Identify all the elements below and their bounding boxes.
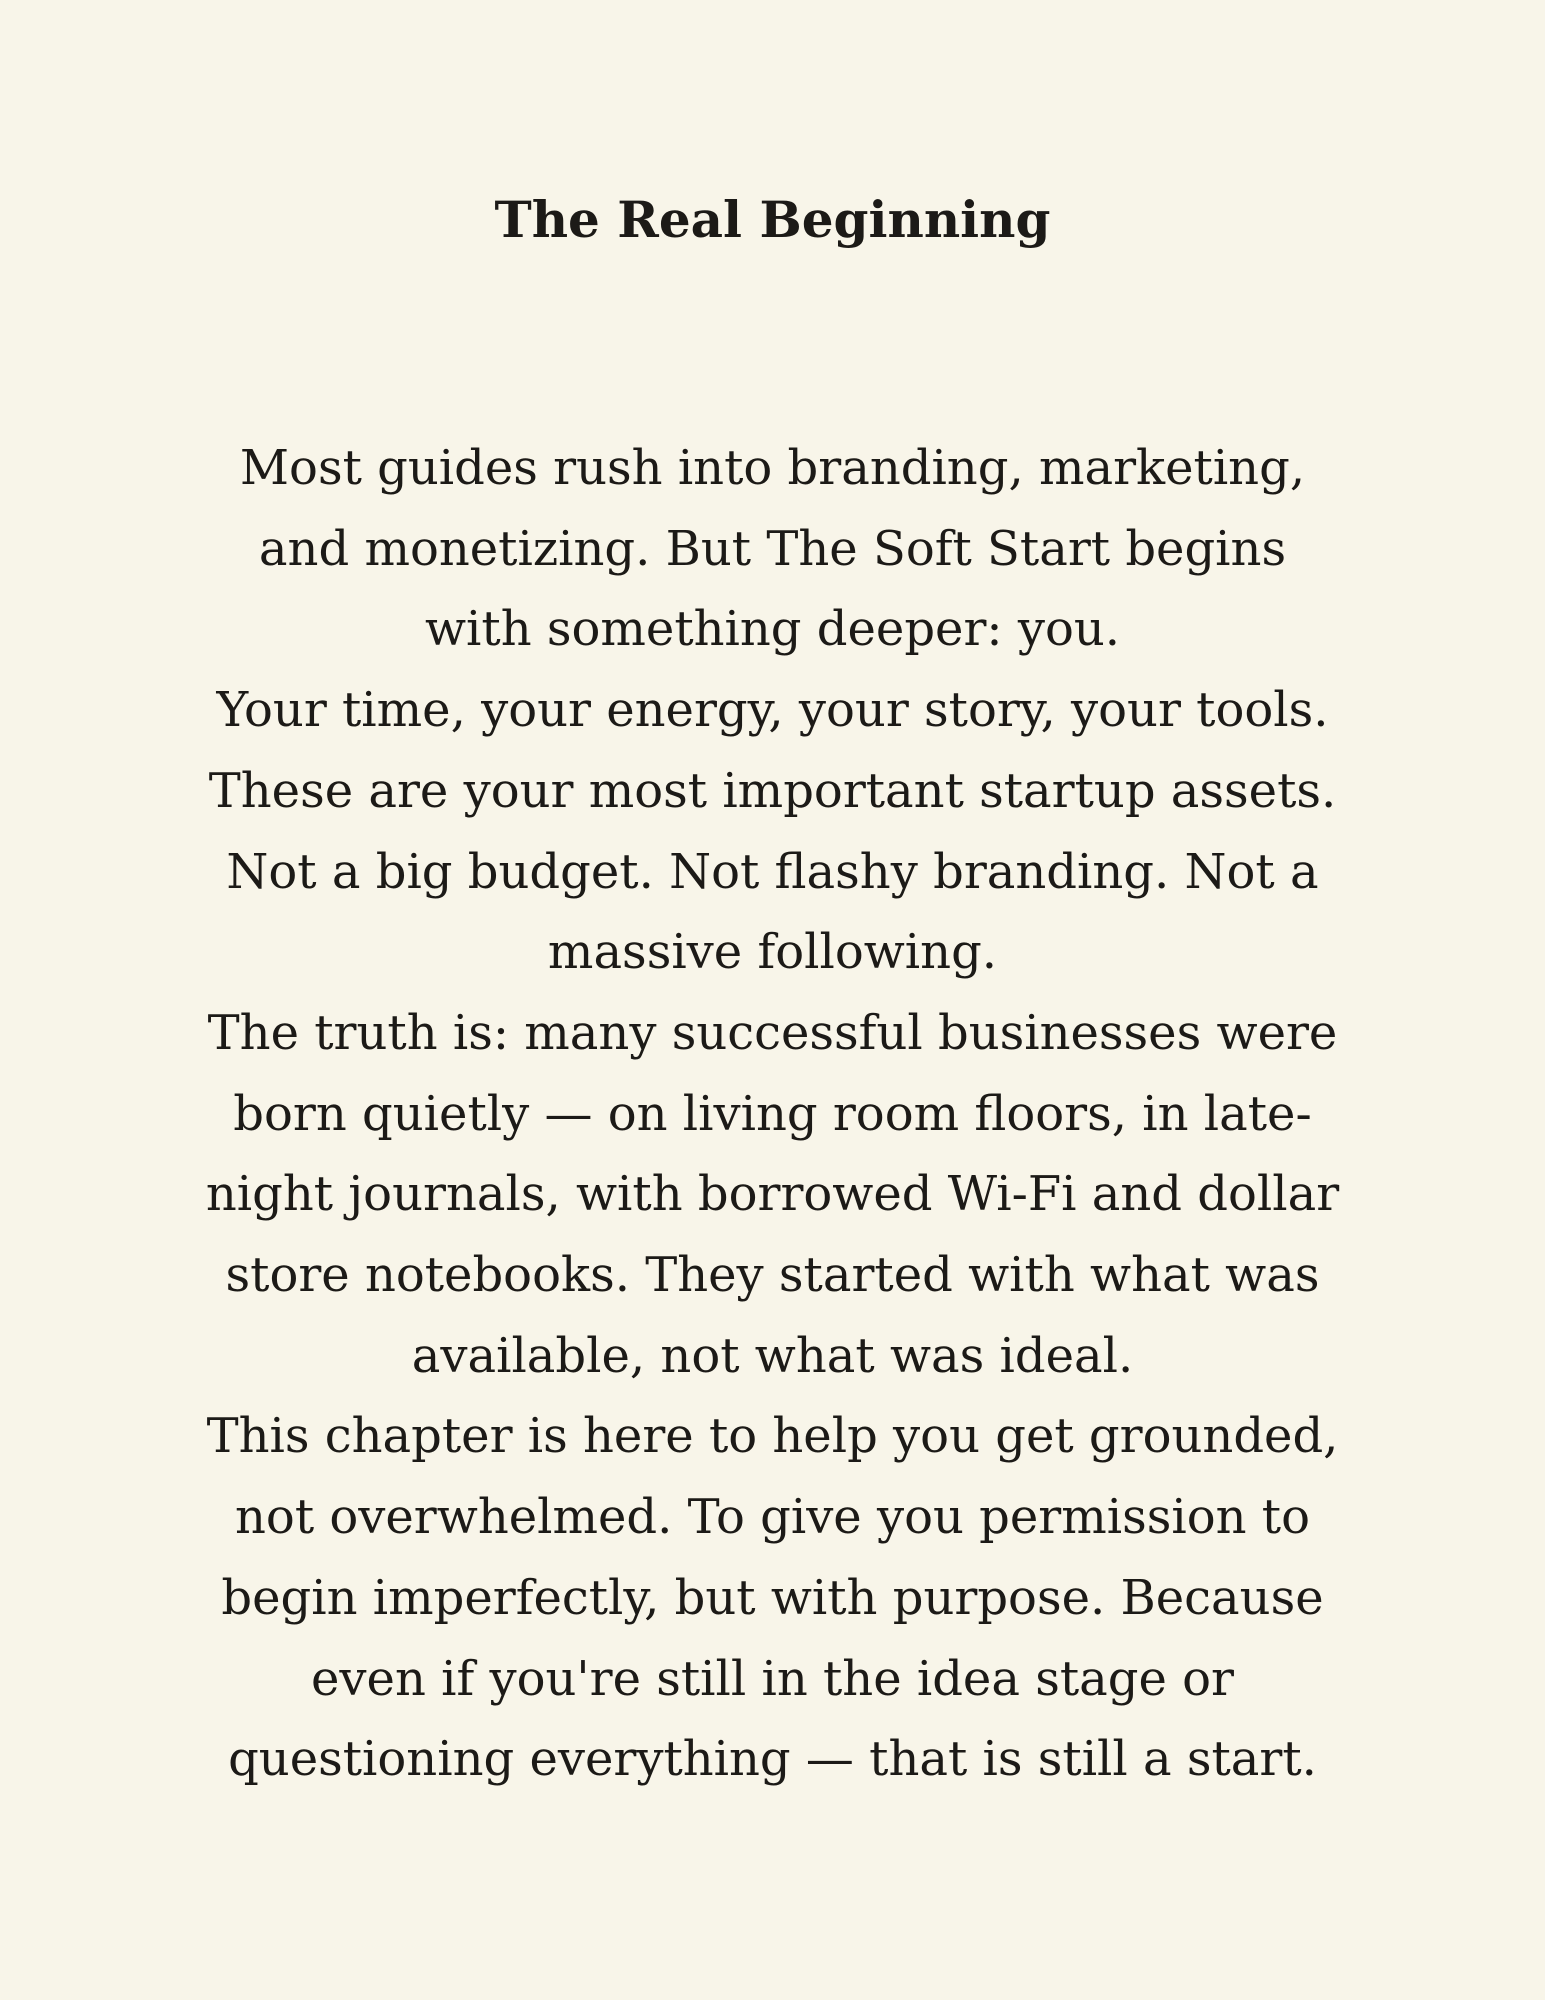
page-title: The Real Beginning bbox=[494, 190, 1051, 249]
body-text bbox=[200, 428, 1345, 1800]
paragraph: Most guides rush into branding, marketing, and monetizing. But The Soft Start begins with something deeper: you. bbox=[239, 440, 1306, 658]
paragraph: Your time, your energy, your story, your tools. These are your most important startup assets. Not a big budget. Not flashy branding. Not a massive following. bbox=[208, 682, 1337, 981]
paragraph: The truth is: many successful businesses were born quietly — on living room floors, in late-night journals, with borrowed Wi-Fi and dollar store notebooks. They started with what was available, not what was ideal. bbox=[205, 1004, 1340, 1384]
paragraph: This chapter is here to help you get grounded, not overwhelmed. To give you permission to begin imperfectly, but with purpose. Because even if you're still in the idea stage or questioning everything — that is still a start. bbox=[206, 1408, 1339, 1788]
